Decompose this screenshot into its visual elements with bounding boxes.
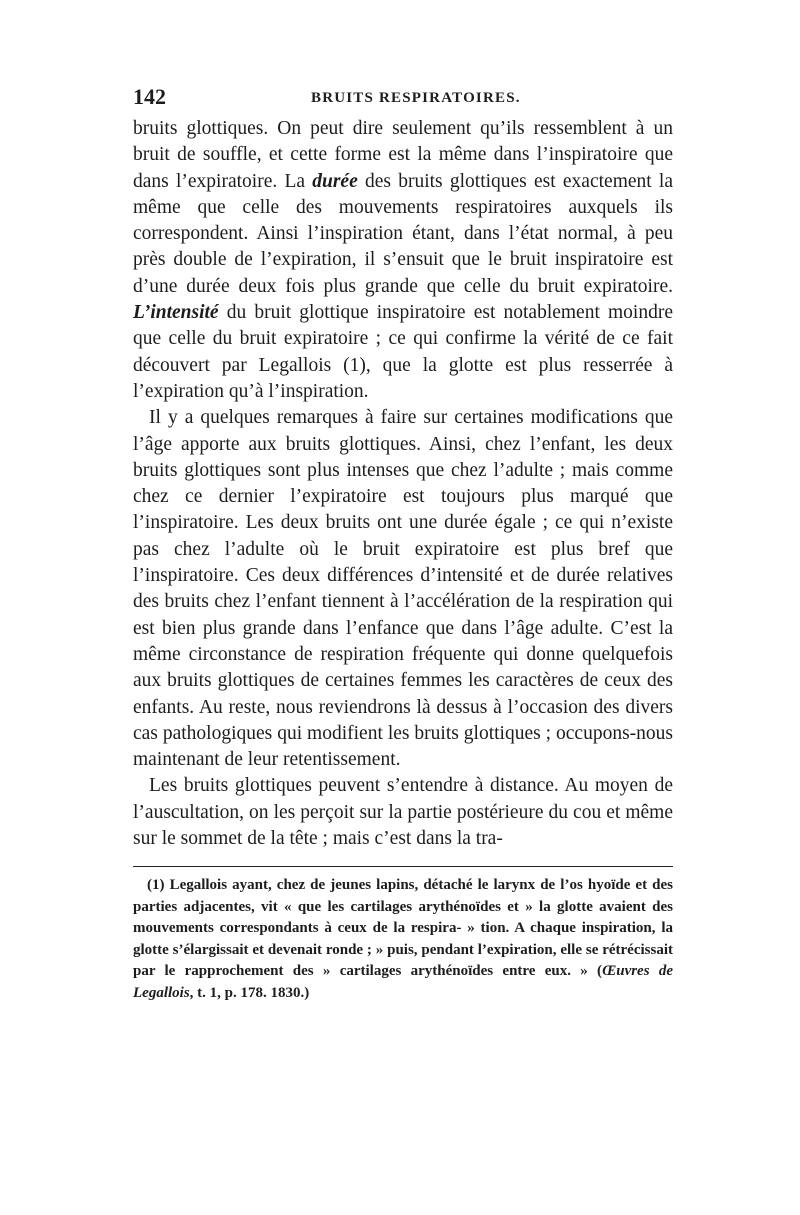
footnote-part-a: (1) Legallois ayant, chez de jeunes lapins, détaché le larynx de l’os hyoïde et des parties adjacentes, vit « que les cartilages arythénoïdes et » la glotte avaient des mouvements correspondants à ceux de la respira- » tion. A chaque inspiration, la glotte s’élargissait et devenait ronde ; » puis, pendant l’expiration, elle se rétrécissait par le rapprochement des » cartilages arythénoïdes entre eux. » ( [133,877,673,980]
paragraph-2: Il y a quelques remarques à faire sur certaines modifications que l’âge apporte aux bruits glottiques. Ainsi, chez l’enfant, les deux bruits glottiques sont plus intenses que chez l’adulte ; mais comme chez ce dernier l’expiratoire est toujours plus marqué que l’inspiratoire. Les deux bruits ont une durée égale ; ce qui n’existe pas chez l’adulte où le bruit expiratoire est plus bref que l’inspiratoire. Ces deux différences d’intensité et de durée relatives des bruits chez l’enfant tiennent à l’accélération de la respiration qui est bien plus grande dans l’enfance que dans l’âge adulte. C’est la même circonstance de respiration fréquente qui donne quelquefois aux bruits glottiques de certaines femmes les caractères de ceux des enfants. Au reste, nous reviendrons là dessus à l’occasion des divers cas pathologiques qui modifient les bruits glottiques ; occupons-nous maintenant de leur retentissement. [133,407,673,771]
footnote-text [133,875,673,1004]
paragraph-1-part-a: bruits glottiques. On peut dire seulement qu’ils ressemblent à un bruit de souffle, et cette forme est la même dans l’inspiratoire que dans l’expiratoire. La [133,118,673,192]
page-number: 142 [133,84,166,109]
footnote-citation: Œuvres de Legallois [133,963,673,1001]
emphasis-intensite: L’intensité [133,302,219,324]
body-text [133,116,673,852]
book-page [133,80,673,1004]
footnote-rule [133,866,673,867]
paragraph-1-part-b: des bruits glottiques est exactement la même que celle des mouvements respiratoires auxquels ils correspondent. Ainsi l’inspiration étant, dans l’état normal, à peu près double de l’expiration, il s’ensuit que le bruit inspiratoire est d’une durée deux fois plus grande que celle du bruit expiratoire. [133,170,673,297]
footnote-part-b: , t. 1, p. 178. 1830.) [189,984,310,1001]
footnote [133,875,673,1004]
paragraph-1 [133,116,673,405]
paragraph-1-part-c: du bruit glottique inspiratoire est notablement moindre que celle du bruit expiratoire ; ce qui confirme la vérité de ce fait découvert par Legallois (1), que la glotte est plus resserrée à l’expiration qu’à l’inspiration. [133,302,673,402]
running-head [133,80,673,108]
emphasis-duree: durée [312,170,358,192]
running-title: BRUITS RESPIRATOIRES. [311,90,521,106]
paragraph-3: Les bruits glottiques peuvent s’entendre à distance. Au moyen de l’auscultation, on les perçoit sur la partie postérieure du cou et même sur le sommet de la tête ; mais c’est dans la tra- [133,775,673,850]
